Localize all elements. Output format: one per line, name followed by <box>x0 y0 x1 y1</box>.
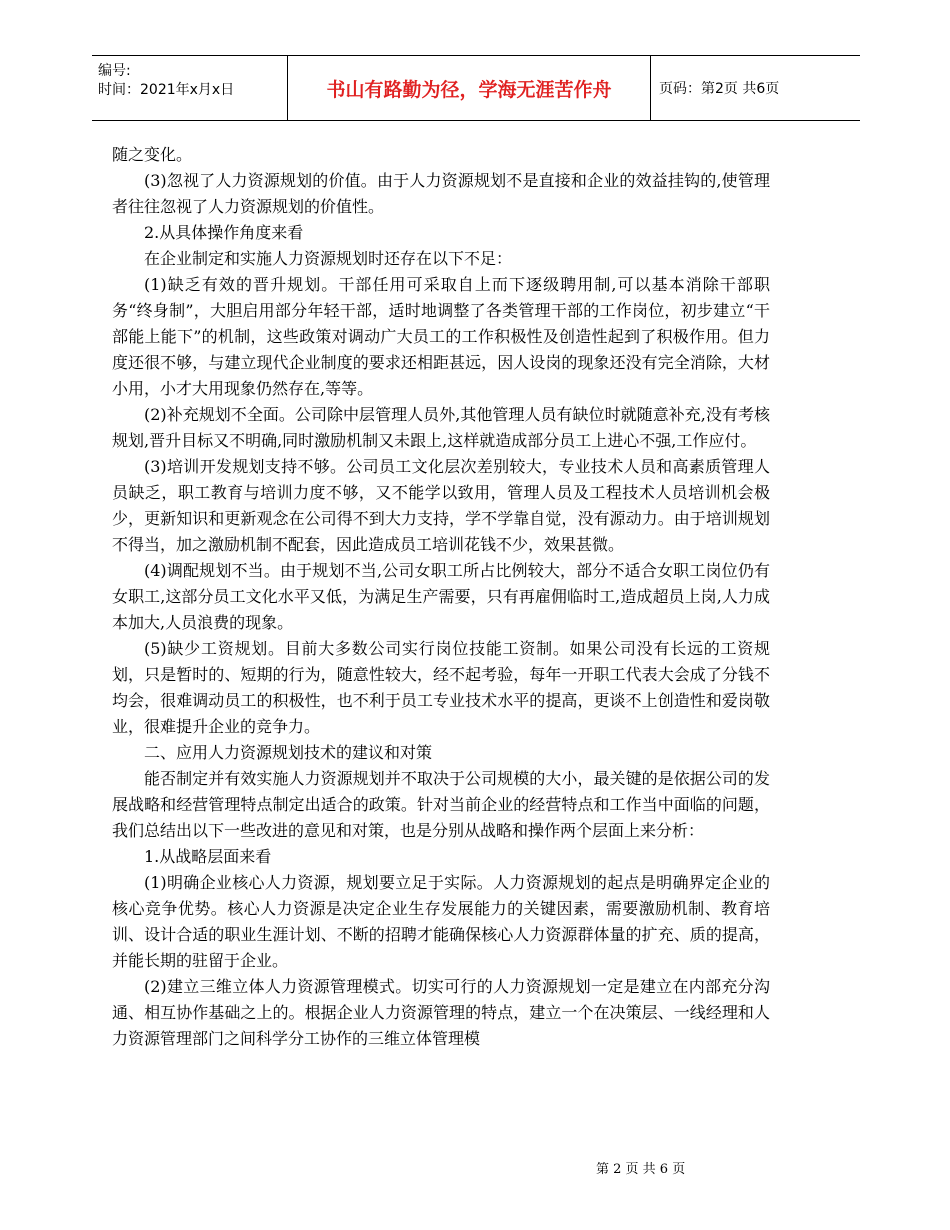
time-label: 时间：2021年x月x日 <box>98 82 235 98</box>
paragraph: 随之变化。 <box>112 145 193 164</box>
paragraph: (2)补充规划不全面。公司除中层管理人员外,其他管理人员有缺位时就随意补充,没有考核规划,晋升目标又不明确,同时激励机制又未跟上,这样就造成部分员工上进心不强,工作应付。 <box>112 405 770 450</box>
header-page-info: 页码：第2页 共6页 <box>659 81 780 97</box>
paragraph: (1)明确企业核心人力资源，规划要立足于实际。人力资源规划的起点是明确界定企业的核心竞争优势。核心人力资源是决定企业生存发展能力的关键因素，需要激励机制、教育培训、设计合适的职业生涯计划、不断的招聘才能确保核心人力资源群体量的扩充、质的提高，并能长期的驻留于企业。 <box>112 873 770 970</box>
header-motto: 书山有路勤为径，学海无涯苦作舟 <box>287 56 651 120</box>
number-label: 编号: <box>98 63 131 79</box>
paragraph: 在企业制定和实施人力资源规划时还存在以下不足： <box>144 249 513 268</box>
paragraph: 2.从具体操作角度来看 <box>144 223 304 242</box>
document-body <box>112 142 770 1052</box>
paragraph: 能否制定并有效实施人力资源规划并不取决于公司规模的大小，最关键的是依据公司的发展战略和经营管理特点制定出适合的政策。针对当前企业的经营特点和工作当中面临的问题，我们总结出以下一些改进的意见和对策，也是分别从战略和操作两个层面上来分析： <box>112 769 770 840</box>
footer-page-number: 第 2 页 共 6 页 <box>596 1162 686 1177</box>
page-header <box>92 55 860 121</box>
paragraph: (3)培训开发规划支持不够。公司员工文化层次差别较大，专业技术人员和高素质管理人员缺乏，职工教育与培训力度不够，又不能学以致用，管理人员及工程技术人员培训机会极少，更新知识和更新观念在公司得不到大力支持，学不学靠自觉，没有源动力。由于培训规划不得当，加之激励机制不配套，因此造成员工培训花钱不少，效果甚微。 <box>112 457 770 554</box>
paragraph: (4)调配规划不当。由于规划不当,公司女职工所占比例较大，部分不适合女职工岗位仍有女职工,这部分员工文化水平又低，为满足生产需要，只有再雇佣临时工,造成超员上岗,人力成本加大,人员浪费的现象。 <box>112 561 770 632</box>
paragraph: (3)忽视了人力资源规划的价值。由于人力资源规划不是直接和企业的效益挂钩的,使管理者往往忽视了人力资源规划的价值性。 <box>112 171 770 216</box>
paragraph: (2)建立三维立体人力资源管理模式。切实可行的人力资源规划一定是建立在内部充分沟通、相互协作基础之上的。根据企业人力资源管理的特点，建立一个在决策层、一线经理和人力资源管理部门之间科学分工协作的三维立体管理模 <box>112 977 770 1048</box>
paragraph: 二、应用人力资源规划技术的建议和对策 <box>144 743 433 762</box>
paragraph: (5)缺少工资规划。目前大多数公司实行岗位技能工资制。如果公司没有长远的工资规划，只是暂时的、短期的行为，随意性较大，经不起考验，每年一开职工代表大会成了分钱不均会，很难调动员工的积极性，也不利于员工专业技术水平的提高，更谈不上创造性和爱岗敬业，很难提升企业的竞争力。 <box>112 639 770 736</box>
paragraph: (1)缺乏有效的晋升规划。干部任用可采取自上而下逐级聘用制,可以基本消除干部职务“终身制”，大胆启用部分年轻干部，适时地调整了各类管理干部的工作岗位，初步建立“干部能上能下”的机制，这些政策对调动广大员工的工作积极性及创造性起到了积极作用。但力度还很不够，与建立现代企业制度的要求还相距甚远，因人设岗的现象还没有完全消除，大材小用，小才大用现象仍然存在,等等。 <box>112 275 770 398</box>
header-meta <box>92 56 287 120</box>
paragraph: 1.从战略层面来看 <box>144 847 272 866</box>
